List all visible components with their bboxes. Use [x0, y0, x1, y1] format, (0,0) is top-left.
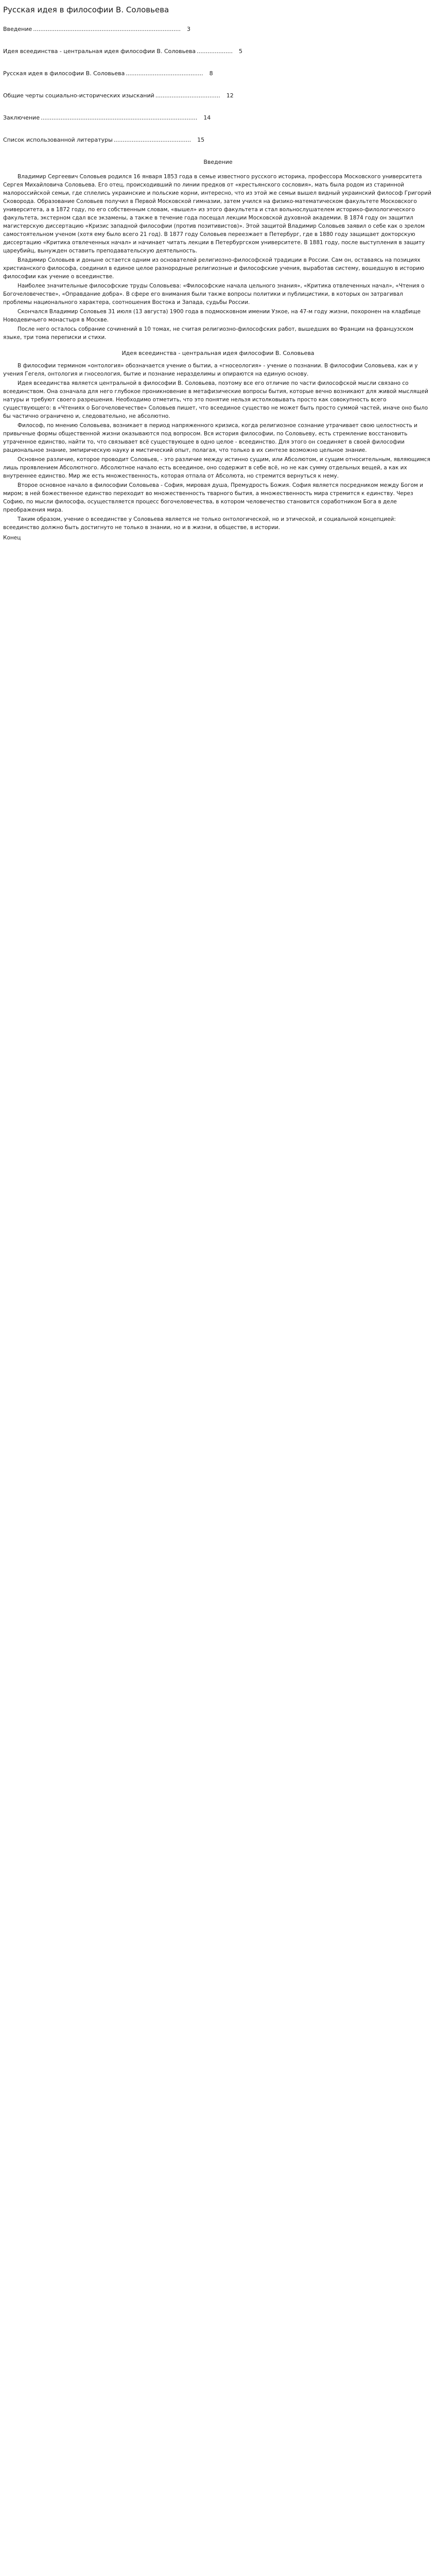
section1-paragraph: Идея всеединства является центральной в философии В. Соловьева, поэтому все его отличие по части философской мысли связано со всеединством. Она означала для него глубокое проникновение в метафизические вопросы бытия, которые вечно возникают для живой мыслящей натуры и требуют своего разрешения. Необходимо отметить, что это понятие нельзя истолковывать просто как совокупность всего существующего: в «Чтениях о Богочеловечестве» Соловьев пишет, что всеединое существо не может быть просто суммой частей, иначе оно было бы частично ограничено и, следовательно, не абсолютно.: [3, 380, 430, 419]
toc-item-label: Введение: [3, 26, 32, 32]
toc-item[interactable]: [3, 48, 433, 55]
toc-item-label: Список использованной литературы: [3, 137, 113, 143]
toc-item-leader: ...........................................: [113, 137, 191, 143]
intro-paragraph: После него осталось собрание сочинений в 10 томах, не считая религиозно-философских работ, вышедших во Франции на французском языке, три тома переписки и стихи.: [3, 326, 415, 341]
intro-heading: Введение: [203, 159, 233, 165]
toc-item[interactable]: [3, 92, 433, 99]
toc-item-leader: .......................................................................................: [41, 114, 198, 121]
toc-item-leader: ...........................................: [126, 70, 203, 77]
toc-item-page: 3: [187, 26, 191, 32]
section1-heading: Идея всеединства - центральная идея философии В. Соловьева: [121, 350, 315, 357]
toc-item-label: Идея всеединства - центральная идея философии В. Соловьева: [3, 48, 196, 55]
intro-paragraph: Скончался Владимир Соловьев 31 июля (13 августа) 1900 года в подмосковном имении Узкое, на 47-м году жизни, похоронен на кладбище Новодевичьего монастыря в Москве.: [3, 309, 423, 323]
toc-item-page: 8: [209, 70, 213, 77]
toc-item-leader: ....................: [197, 48, 233, 55]
toc-item-page: 5: [239, 48, 243, 55]
toc-item-page: 14: [203, 114, 211, 121]
toc-item[interactable]: [3, 26, 433, 32]
section1-paragraph: Основное различие, которое проводит Соловьев, - это различие между истинно сущим, или Абсолютом, и сущим относительным, являющимся лишь проявлением Абсолютного. Абсолютное начало есть всеединое, оно содержит в себе всё, но не как сумму отдельных вещей, а как их внутреннее единство. Мир же есть множественность, которая отпала от Абсолюта, но стремится вернуться к нему.: [3, 456, 432, 479]
toc-item-label: Заключение: [3, 114, 40, 121]
toc-item[interactable]: [3, 114, 433, 121]
toc-item-label: Общие черты социально-исторических изысканий: [3, 92, 154, 99]
section1-paragraph: Философ, по мнению Соловьева, возникает в период напряженного кризиса, когда религиозное сознание утрачивает свою целостность и привычные формы общественной жизни оказываются под вопросом. Вся история философии, по Соловьеву, есть стремление восстановить утраченное единство, найти то, что связывает всё существующее в одно целое - всеединство. Для этого он соединяет в своей философии рациональное знание, эмпирическую науку и мистический опыт, полагая, что только в их синтезе возможно цельное знание.: [3, 422, 420, 453]
intro-paragraph: Владимир Сергеевич Соловьев родился 16 января 1853 года в семье известного русского историка, профессора Московского университета Сергея Михайловича Соловьева. Его отец, происходивший по линии предков от «крестьянского сословия», мать была родом из старинной малороссийской семьи, где сплелись украинские и польские корни, интересно, что из этой же семьи вышел видный украинский философ Григорий Сковорода. Образование Соловьев получил в Первой Московской гимназии, затем учился на физико-математическом факультете Московского университета, а в 1872 году, по его собственным словам, «вышел» из этого факультета и стал вольнослушателем историко-филологического факультета, экстерном сдал все экзамены, а также в течение года посещал лекции Московской духовной академии. В 1874 году он защитил магистерскую диссертацию «Кризис западной философии (против позитивистов)». Этой защитой Владимир Соловьев заявил о себе как о зрелом самостоятельном ученом (хотя ему было всего 21 год). В 1877 году Соловьев переезжает в Петербург, где в 1880 году защищает докторскую диссертацию «Критика отвлеченных начал» и начинает читать лекции в Петербургском университете. В 1881 году, после выступления в защиту цареубийц, вынужден оставить преподавательскую деятельность.: [3, 174, 433, 254]
table-of-contents: [3, 26, 433, 143]
document-page: [0, 0, 436, 562]
toc-item-leader: ..................................................................................: [33, 26, 181, 32]
toc-item[interactable]: [3, 137, 433, 143]
toc-item[interactable]: [3, 70, 433, 77]
toc-item-leader: ....................................: [155, 92, 220, 99]
document-title: Русская идея в философии В. Соловьева: [3, 5, 169, 14]
intro-paragraph: Владимир Соловьев и доныне остается одним из основателей религиозно-философской традиции в России. Сам он, оставаясь на позициях христианского философа, соединил в единое целое разнородные религиозные и философские учения, выработав систему, вошедшую в историю философии как учение о всеединстве.: [3, 257, 426, 280]
intro-paragraph: Наиболее значительные философские труды Соловьева: «Философские начала цельного знания», «Критика отвлеченных начал», «Чтения о Богочеловечестве», «Оправдание добра». В сфере его внимания были также вопросы политики и публицистики, в которых он затрагивал проблемы национального характера, соотношения Востока и Запада, судьбы России.: [3, 283, 426, 306]
section1-paragraph: Второе основное начало в философии Соловьева - София, мировая душа, Премудрость Божия. София является посредником между Богом и миром; в ней божественное единство переходит во множественность тварного бытия, а множественность мира стремится к единству. Через Софию, по мысли философа, осуществляется процесс богочеловечества, в котором человечество становится соработником Бога в деле преображения мира.: [3, 482, 425, 513]
section1-paragraph: В философии термином «онтология» обозначается учение о бытии, а «гносеология» - учение о познании. В философии Соловьева, как и у учения Гегеля, онтология и гносеология, бытие и познание неразделимы и опираются на единую основу.: [3, 363, 420, 377]
toc-item-page: 15: [197, 137, 205, 143]
page-footer: Конец: [3, 535, 21, 541]
toc-item-page: 12: [226, 92, 234, 99]
section1-paragraph: Таким образом, учение о всеединстве у Соловьева является не только онтологической, но и этической, и социальной концепцией: всеединство должно быть достигнуто не только в знании, но и в жизни, в обществе, в истории.: [3, 516, 398, 531]
toc-item-label: Русская идея в философии В. Соловьева: [3, 70, 125, 77]
